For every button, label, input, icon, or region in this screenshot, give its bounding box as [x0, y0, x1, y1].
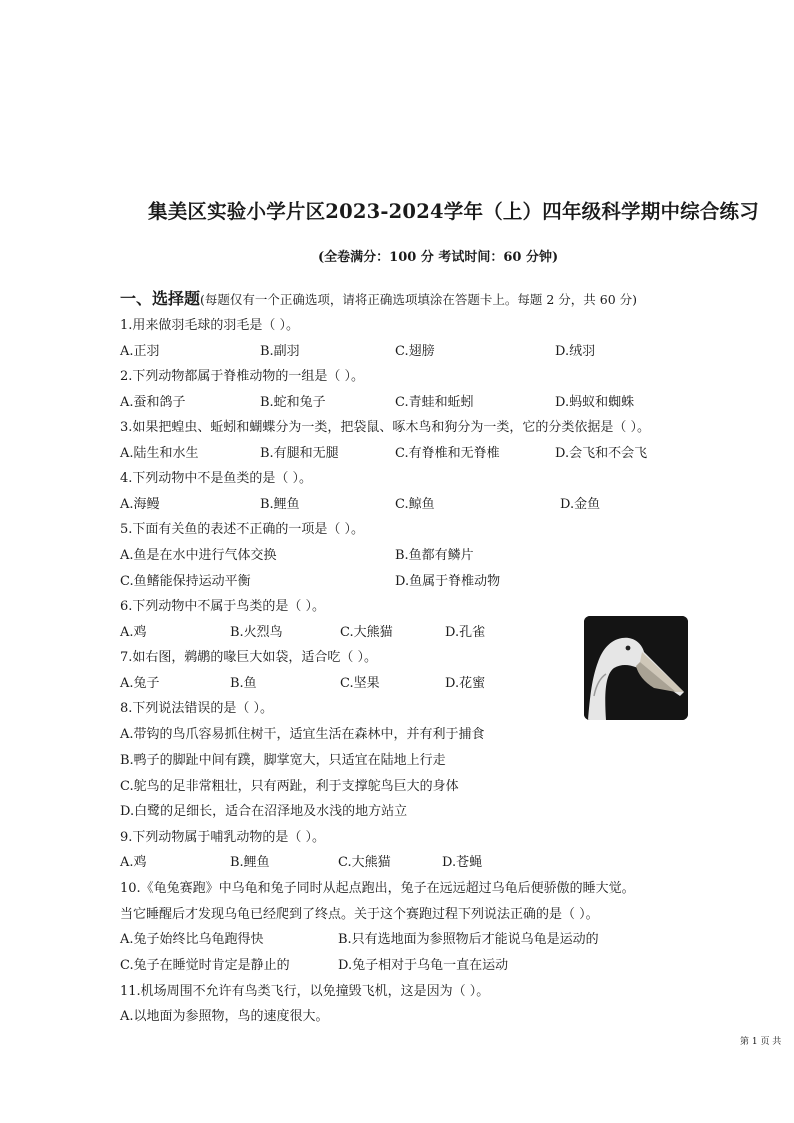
pelican-photo-icon: [584, 616, 688, 720]
option-d: D.绒羽: [555, 344, 596, 359]
option-c: C.翅膀: [395, 344, 435, 359]
question-9-stem: 9.下列动物属于哺乳动物的是（ ）。: [120, 830, 326, 845]
option-c: C.有脊椎和无脊椎: [395, 446, 500, 461]
option-b: B.副羽: [260, 344, 300, 359]
option-c: C.大熊猫: [338, 855, 391, 870]
question-7-stem: 7.如右图，鹈鹕的喙巨大如袋，适合吃（ ）。: [120, 650, 378, 665]
option-d: D.兔子相对于乌龟一直在运动: [338, 958, 509, 973]
question-10-stem: 10.《龟兔赛跑》中乌龟和兔子同时从起点跑出，兔子在远远超过乌龟后便骄傲的睡大觉。: [120, 881, 635, 896]
question-8-option-b: B.鸭子的脚趾中间有蹼，脚掌宽大，只适宜在陆地上行走: [120, 753, 446, 768]
question-11-stem: 11.机场周围不允许有鸟类飞行，以免撞毁飞机，这是因为（ ）。: [120, 984, 490, 999]
question-5-stem: 5.下面有关鱼的表述不正确的一项是（ ）。: [120, 522, 365, 537]
option-d: D.会飞和不会飞: [555, 446, 648, 461]
question-1-stem: 1.用来做羽毛球的羽毛是（ ）。: [120, 318, 300, 333]
page-number: 第 1 页 共: [740, 1037, 782, 1047]
option-b: B.鱼: [230, 676, 257, 691]
exam-subtitle: (全卷满分：100 分 考试时间：60 分钟): [318, 250, 559, 265]
option-a: A.兔子始终比乌龟跑得快: [120, 932, 264, 947]
option-c: C.鲸鱼: [395, 497, 435, 512]
section-heading: [120, 286, 637, 309]
option-a: A.兔子: [120, 676, 160, 691]
option-c: C.兔子在睡觉时肯定是静止的: [120, 958, 290, 973]
option-b: B.有腿和无腿: [260, 446, 339, 461]
option-d: D.鱼属于脊椎动物: [395, 574, 501, 589]
question-8-option-d: D.白鹭的足细长，适合在沼泽地及水浅的地方站立: [120, 804, 408, 819]
option-c: C.坚果: [340, 676, 380, 691]
option-a: A.鸡: [120, 625, 147, 640]
option-a: A.鱼是在水中进行气体交换: [120, 548, 277, 563]
option-d: D.孔雀: [445, 625, 486, 640]
option-d: D.花蜜: [445, 676, 486, 691]
option-b: B.蛇和兔子: [260, 395, 326, 410]
option-a: A.海鳗: [120, 497, 160, 512]
option-b: B.火烈鸟: [230, 625, 283, 640]
option-b: B.鲤鱼: [260, 497, 300, 512]
option-d: D.苍蝇: [442, 855, 483, 870]
option-c: C.鱼鳍能保持运动平衡: [120, 574, 251, 589]
option-d: D.金鱼: [560, 497, 601, 512]
option-a: A.正羽: [120, 344, 160, 359]
question-4-stem: 4.下列动物中不是鱼类的是（ ）。: [120, 471, 313, 486]
option-a: A.鸡: [120, 855, 147, 870]
option-c: C.大熊猫: [340, 625, 393, 640]
question-3-stem: 3.如果把蝗虫、蚯蚓和蝴蝶分为一类，把袋鼠、啄木鸟和狗分为一类，它的分类依据是（ ）。: [120, 420, 651, 435]
section-title: 一、选择题: [120, 289, 201, 308]
question-10-stem-continued: 当它睡醒后才发现乌龟已经爬到了终点。关于这个赛跑过程下列说法正确的是（ ）。: [120, 907, 599, 922]
option-c: C.青蛙和蚯蚓: [395, 395, 474, 410]
option-b: B.鲤鱼: [230, 855, 270, 870]
question-8-stem: 8.下列说法错误的是（ ）。: [120, 701, 274, 716]
question-6-stem: 6.下列动物中不属于鸟类的是（ ）。: [120, 599, 326, 614]
option-b: B.只有选地面为参照物后才能说乌龟是运动的: [338, 932, 599, 947]
option-d: D.蚂蚁和蜘蛛: [555, 395, 635, 410]
question-8-option-a: A.带钩的鸟爪容易抓住树干，适宜生活在森林中，并有利于捕食: [120, 727, 485, 742]
question-8-option-c: C.鸵鸟的足非常粗壮，只有两趾，利于支撑鸵鸟巨大的身体: [120, 779, 459, 794]
option-b: B.鱼都有鳞片: [395, 548, 474, 563]
question-11-option-a: A.以地面为参照物，鸟的速度很大。: [120, 1009, 329, 1024]
section-note: (每题仅有一个正确选项，请将正确选项填涂在答题卡上。每题 2 分，共 60 分): [200, 292, 638, 307]
exam-title: 集美区实验小学片区2023-2024学年（上）四年级科学期中综合练习: [148, 200, 759, 223]
option-a: A.蚕和鸽子: [120, 395, 186, 410]
option-a: A.陆生和水生: [120, 446, 199, 461]
question-2-stem: 2.下列动物都属于脊椎动物的一组是（ ）。: [120, 369, 365, 384]
